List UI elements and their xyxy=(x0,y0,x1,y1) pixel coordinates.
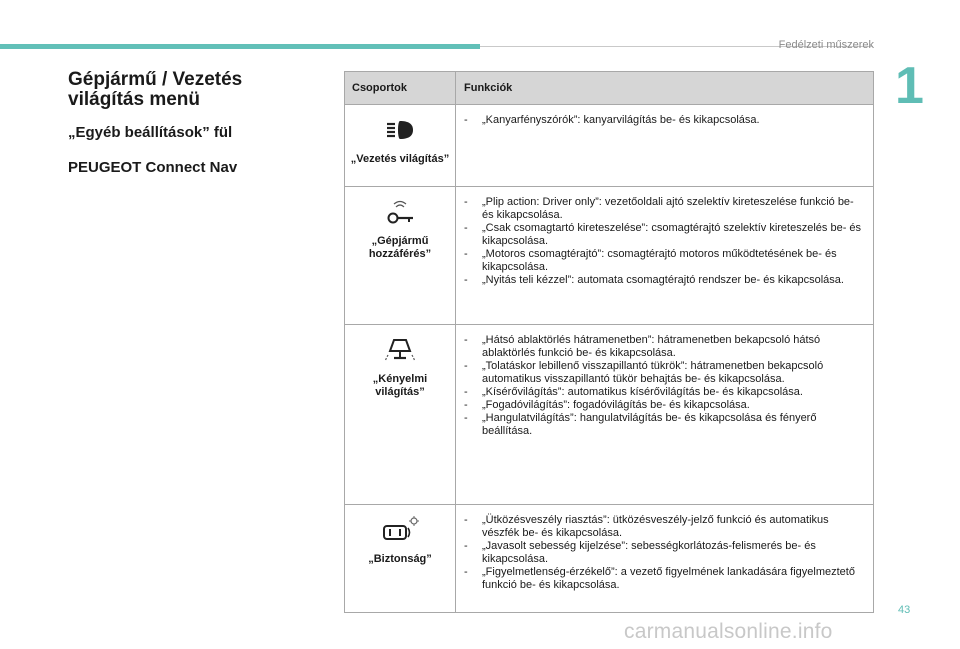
header-accent-bar xyxy=(0,44,480,49)
function-item: - „Plip action: Driver only”: vezetőoldali ajtó szelektív kireteszelése funkció be- és kikapcsolása. xyxy=(464,196,854,221)
group-label: „Gépjármű hozzáférés” xyxy=(368,235,432,260)
group-label: „Kényelmi világítás” xyxy=(372,373,428,398)
column-header-functions: Funkciók xyxy=(464,82,513,94)
function-item: - „Nyitás teli kézzel”: automata csomagtérajtó rendszer be- és kikapcsolása. xyxy=(464,274,844,286)
page-number: 43 xyxy=(898,604,911,616)
section-title xyxy=(68,70,308,110)
section-subtitle: „Egyéb beállítások” fül xyxy=(68,124,233,141)
group-label: „Vezetés világítás” xyxy=(350,153,450,165)
function-cell xyxy=(456,105,873,186)
comfort-lamp-icon xyxy=(377,335,423,365)
column-header-groups: Csoportok xyxy=(345,72,456,104)
product-name: PEUGEOT Connect Nav xyxy=(68,159,238,176)
table-row xyxy=(345,505,873,613)
group-cell xyxy=(345,325,456,504)
function-cell xyxy=(456,187,873,324)
key-access-icon xyxy=(377,197,423,227)
table-row xyxy=(345,105,873,187)
group-cell xyxy=(345,505,456,613)
function-item: - „Motoros csomagtérajtó”: csomagtérajtó motoros működtetésének be- és kikapcsolása. xyxy=(464,248,837,273)
function-cell xyxy=(456,505,873,613)
function-item: - „Fogadóvilágítás”: fogadóvilágítás be- és kikapcsolása. xyxy=(464,399,750,411)
safety-car-icon xyxy=(377,515,423,545)
function-item: - „Hangulatvilágítás”: hangulatvilágítás be- és kikapcsolása és fényerő beállítása. xyxy=(464,412,817,437)
section-title-line2: világítás menü xyxy=(68,89,200,110)
section-title-line1: Gépjármű / Vezetés xyxy=(68,69,243,90)
headlight-icon xyxy=(377,115,423,145)
table-row xyxy=(345,325,873,505)
settings-table xyxy=(344,71,874,613)
function-item: - „Ütközésveszély riasztás”: ütközésveszély-jelző funkció és automatikus vészfék be- és kikapcsolása. xyxy=(464,514,829,539)
function-item: - „Csak csomagtartó kireteszelése”: csomagtérajtó szelektív kireteszelés be- és kikapcsolása. xyxy=(464,222,862,247)
function-item: - „Figyelmetlenség-érzékelő”: a vezető figyelmének lankadására figyelmeztető funkció be- és kikapcsolása. xyxy=(464,566,855,591)
function-cell xyxy=(456,325,873,504)
function-item: - „Kísérővilágítás”: automatikus kísérővilágítás be- és kikapcsolása. xyxy=(464,386,803,398)
running-title: Fedélzeti műszerek xyxy=(778,39,874,51)
group-cell xyxy=(345,105,456,186)
function-item: - „Hátsó ablaktörlés hátramenetben”: hátramenetben bekapcsoló hátsó ablaktörlés funkció be- és kikapcsolása. xyxy=(464,334,821,359)
chapter-number: 1 xyxy=(895,57,924,115)
table-row xyxy=(345,187,873,325)
function-item: - „Kanyarfényszórók”: kanyarvilágítás be- és kikapcsolása. xyxy=(464,114,760,126)
group-label: „Biztonság” xyxy=(368,553,432,565)
watermark: carmanualsonline.info xyxy=(624,620,833,643)
table-header xyxy=(345,72,873,105)
group-cell xyxy=(345,187,456,324)
function-item: - „Javasolt sebesség kijelzése”: sebességkorlátozás-felismerés be- és kikapcsolása. xyxy=(464,540,816,565)
section-heading-block xyxy=(68,70,308,176)
function-item: - „Tolatáskor lebillenő visszapillantó tükrök”: hátramenetben bekapcsoló automatikus visszapillantó tükör behajtás be- és kikapcsolása. xyxy=(464,360,824,385)
